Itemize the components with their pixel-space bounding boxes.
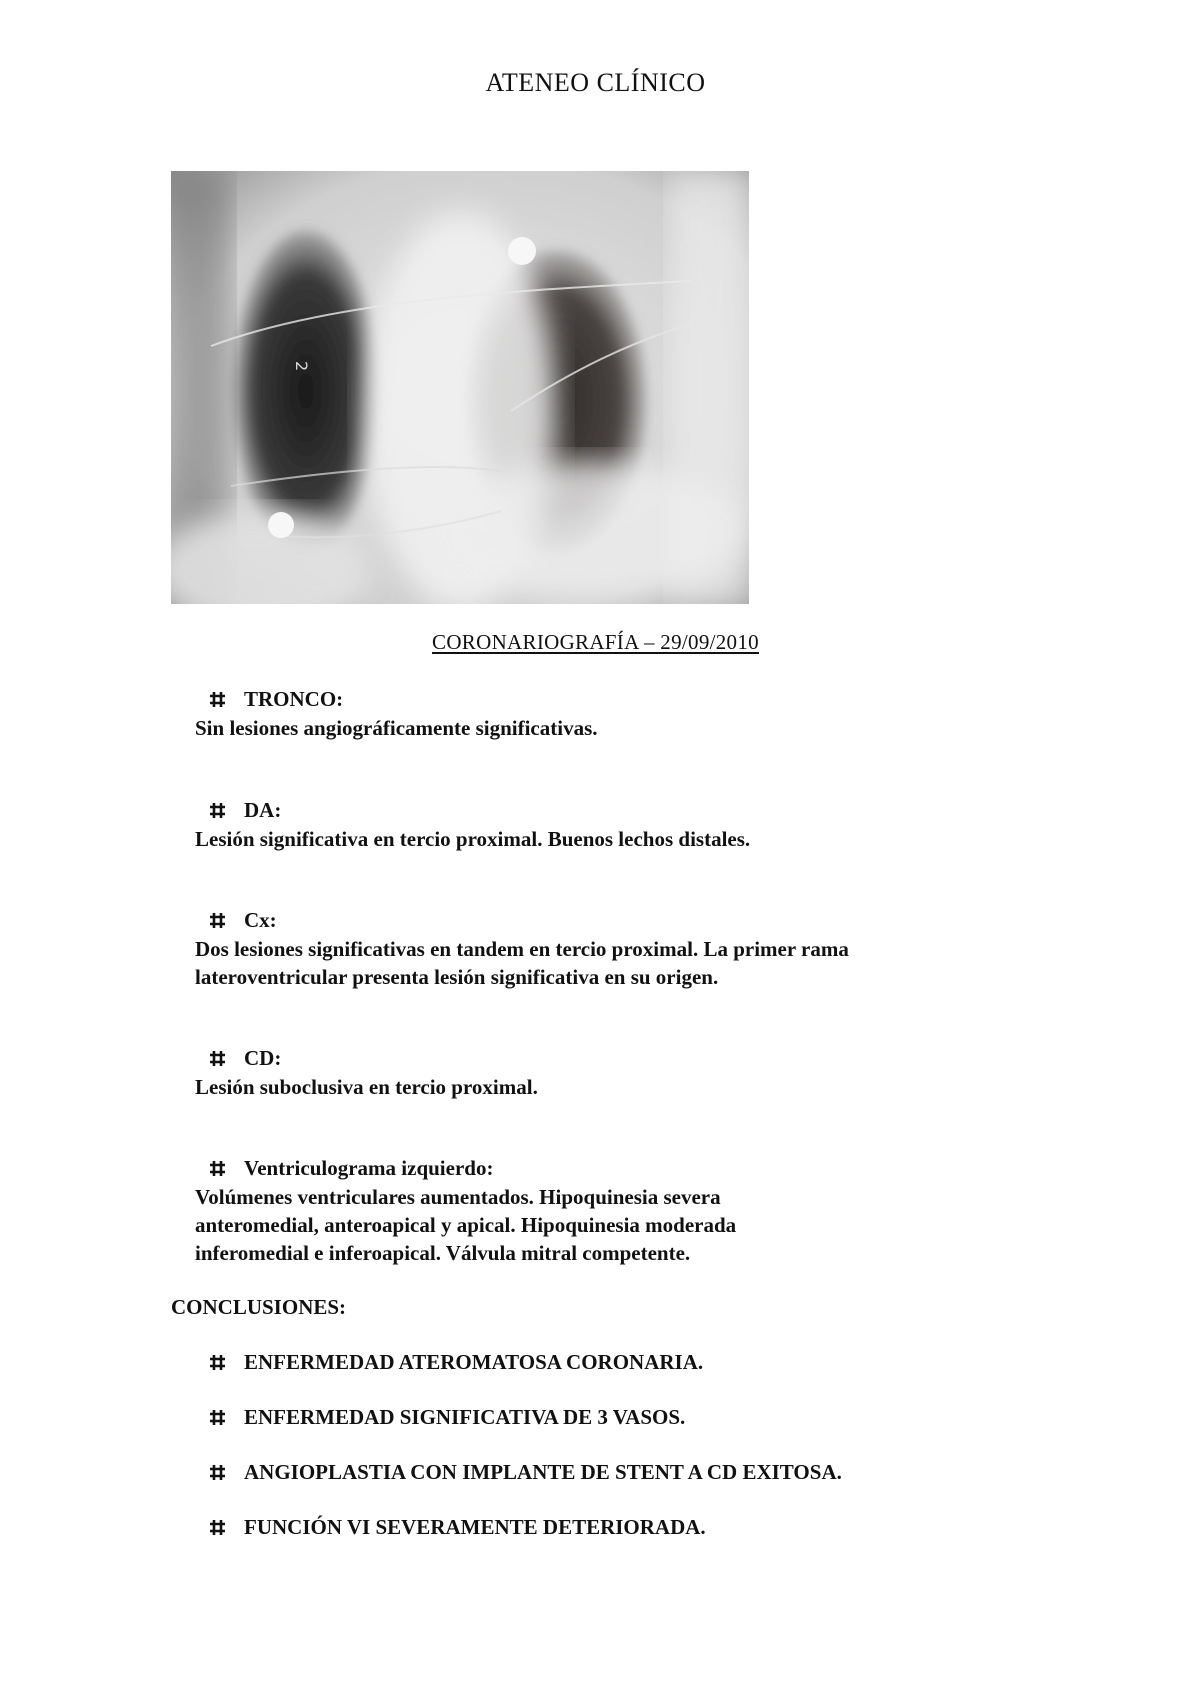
finding-label: DA: (244, 797, 282, 822)
section-heading: CORONARIOGRAFÍA – 29/09/2010 (432, 630, 759, 654)
svg-text:2: 2 (292, 361, 311, 372)
finding-label: Ventriculograma izquierdo: (244, 1155, 494, 1180)
conclusion-text: ANGIOPLASTIA CON IMPLANTE DE STENT A CD EXITOSA. (244, 1459, 842, 1484)
conclusion-text: FUNCIÓN VI SEVERAMENTE DETERIORADA. (244, 1514, 706, 1539)
command-key-icon (209, 1409, 226, 1426)
page-title: ATENEO CLÍNICO (485, 68, 706, 97)
finding-text: Volúmenes ventriculares aumentados. Hipoquinesia severa anteromedial, anteroapical y apical. Hipoquinesia moderada inferomedial e inferoapical. Válvula mitral competente. (195, 1185, 737, 1265)
command-key-icon (209, 1160, 226, 1177)
finding-text: Sin lesiones angiográficamente significativas. (195, 716, 598, 740)
conclusion-item (209, 1348, 703, 1376)
finding-label: Cx: (244, 907, 277, 932)
finding-cx (195, 907, 915, 991)
finding-ventriculograma (195, 1155, 835, 1267)
finding-tronco (195, 686, 598, 742)
chest-xray-image (171, 171, 749, 604)
command-key-icon (209, 1354, 226, 1371)
finding-label: TRONCO: (244, 686, 344, 711)
finding-label: CD: (244, 1045, 282, 1070)
conclusion-item (209, 1403, 685, 1431)
finding-text: Dos lesiones significativas en tandem en tercio proximal. La primer rama lateroventricular presenta lesión significativa en su origen. (195, 937, 849, 989)
command-key-icon (209, 802, 226, 819)
finding-text: Lesión suboclusiva en tercio proximal. (195, 1075, 538, 1099)
command-key-icon (209, 1464, 226, 1481)
finding-text: Lesión significativa en tercio proximal. Buenos lechos distales. (195, 827, 751, 851)
command-key-icon (209, 912, 226, 929)
conclusion-item (209, 1458, 842, 1486)
finding-cd (195, 1045, 538, 1101)
command-key-icon (209, 1050, 226, 1067)
finding-da (195, 797, 750, 853)
command-key-icon (209, 691, 226, 708)
conclusions-title: CONCLUSIONES: (171, 1295, 347, 1319)
conclusion-text: ENFERMEDAD ATEROMATOSA CORONARIA. (244, 1349, 704, 1374)
conclusion-item (209, 1513, 706, 1541)
command-key-icon (209, 1519, 226, 1536)
conclusion-text: ENFERMEDAD SIGNIFICATIVA DE 3 VASOS. (244, 1404, 686, 1429)
